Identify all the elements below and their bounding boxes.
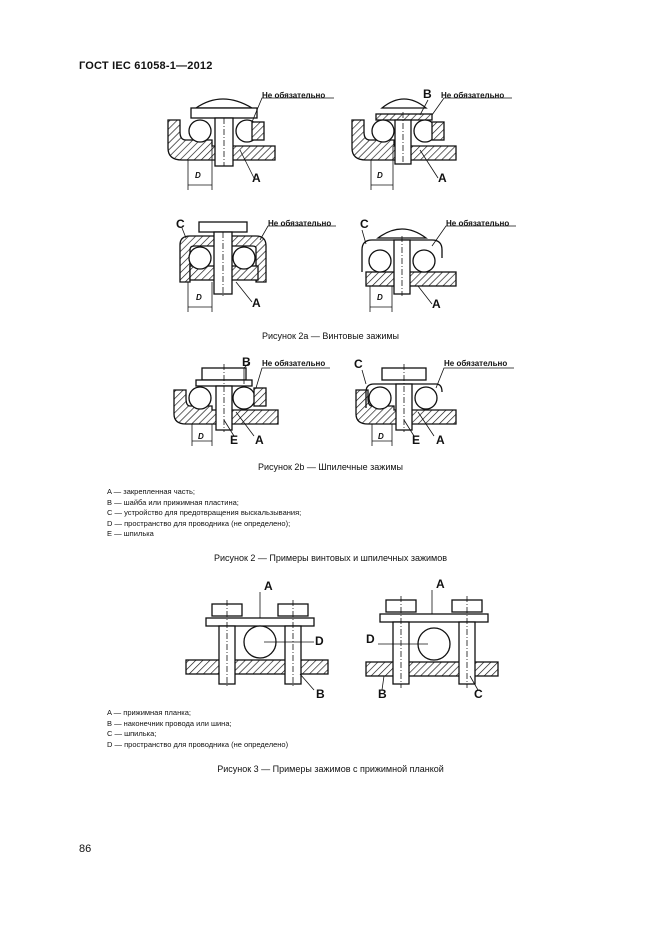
- fig3-clamp-plate-terminal-2: [366, 590, 498, 690]
- figure-2a-caption: Рисунок 2a — Винтовые зажимы: [261, 331, 400, 341]
- fig2a-note-2: Не обязательно: [441, 91, 505, 100]
- fig2b-label-a-2: A: [436, 433, 445, 447]
- fig3-clamp-plate-terminal-1: [186, 592, 328, 690]
- figure-3-legend: [107, 708, 288, 750]
- fig3-label-b-1: B: [316, 687, 325, 701]
- legend-item: A — прижимная планка;: [107, 708, 191, 717]
- fig2a-label-a-1: A: [252, 171, 261, 185]
- figure-2-legend: [107, 487, 301, 540]
- fig3-label-d-2: D: [366, 632, 375, 646]
- fig3-label-a-2: A: [436, 577, 445, 591]
- fig2a-label-b-2: B: [423, 87, 432, 101]
- legend-item: C — устройство для предотвращения выскальзывания;: [107, 508, 302, 517]
- legend-item: E — шпилька: [107, 529, 154, 538]
- fig3-label-a-1: A: [264, 579, 273, 593]
- fig2a-dim-d-1: D: [195, 171, 201, 180]
- fig2a-dim-d-4: D: [377, 293, 383, 302]
- figure-2b-caption: Рисунок 2b — Шпилечные зажимы: [257, 462, 404, 472]
- legend-item: C — шпилька;: [107, 729, 157, 738]
- legend-item: D — пространство для проводника (не определено): [107, 739, 289, 749]
- fig2b-note-1: Не обязательно: [262, 359, 326, 368]
- legend-item: D — пространство для проводника (не определено);: [107, 518, 291, 528]
- fig3-label-d-1: D: [315, 634, 324, 648]
- fig2b-label-a-1: A: [255, 433, 264, 447]
- fig2b-label-e-1: E: [230, 433, 239, 447]
- fig3-label-b-2: B: [378, 687, 387, 701]
- fig2a-label-a-2: A: [438, 171, 447, 185]
- fig2a-screw-terminal-2: [352, 98, 512, 190]
- fig2a-label-c-3: C: [176, 217, 185, 231]
- fig2a-label-a-4: A: [432, 297, 441, 311]
- fig2b-dim-d-1: D: [198, 432, 204, 441]
- document-header: ГОСТ IEC 61058-1—2012: [79, 60, 213, 72]
- fig2b-note-2: Не обязательно: [444, 359, 508, 368]
- fig2a-note-1: Не обязательно: [262, 91, 326, 100]
- fig2a-dim-d-3: D: [196, 293, 202, 302]
- fig2b-label-b-1: B: [242, 355, 251, 369]
- figure-2-caption: Рисунок 2 — Примеры винтовых и шпилечных зажимов: [213, 553, 448, 563]
- fig2b-label-c-2: C: [354, 357, 363, 371]
- legend-item: B — шайба или прижимная пластина;: [107, 497, 239, 507]
- fig2b-label-e-2: E: [412, 433, 421, 447]
- fig2a-label-a-3: A: [252, 296, 261, 310]
- fig2a-label-c-4: C: [360, 217, 369, 231]
- fig2b-dim-d-2: D: [378, 432, 384, 441]
- fig2a-note-3: Не обязательно: [268, 219, 332, 228]
- fig3-label-c-2: C: [474, 687, 483, 701]
- page-number: 86: [79, 843, 92, 855]
- fig2a-dim-d-2: D: [377, 171, 383, 180]
- fig2a-note-4: Не обязательно: [446, 219, 510, 228]
- figure-3-caption: Рисунок 3 — Примеры зажимов с прижимной планкой: [217, 764, 444, 774]
- fig2a-screw-terminal-1: [168, 98, 334, 190]
- legend-item: A — закрепленная часть;: [107, 487, 195, 496]
- legend-item: B — наконечник провода или шина;: [107, 718, 232, 728]
